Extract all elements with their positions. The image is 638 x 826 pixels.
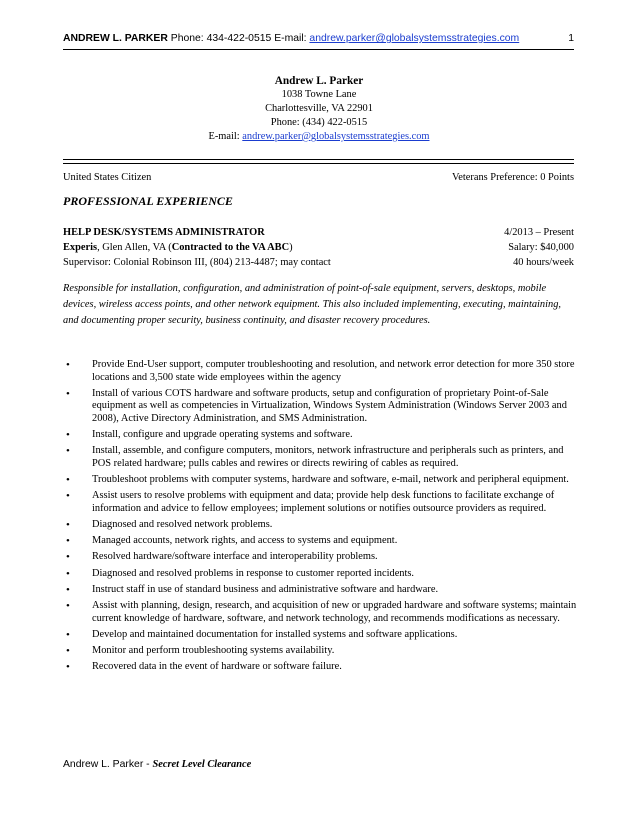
job-title: HELP DESK/SYSTEMS ADMINISTRATOR [63, 227, 265, 238]
duty-item: • Install, assemble, and configure computers, monitors, network infrastructure and peripherals such as printers, and POS related hardware; pulls cables and rewires or directs rewiring of cables as required. [63, 445, 578, 470]
employer-location: , Glen Allen, VA ( [97, 242, 172, 253]
header-name: ANDREW L. PARKER [63, 33, 168, 44]
contract-name: Contracted to the VA ABC [171, 242, 290, 253]
salary: Salary: $40,000 [508, 242, 574, 253]
citizenship: United States Citizen [63, 172, 152, 183]
contact-email-link[interactable]: andrew.parker@globalsystemsstrategies.com [242, 131, 430, 142]
contact-block [0, 74, 638, 144]
duty-item: • Managed accounts, network rights, and access to systems and equipment. [63, 535, 578, 548]
job-title-row [63, 225, 574, 240]
duty-item: • Diagnosed and resolved network problems. [63, 519, 578, 532]
footer-clearance: Secret Level Clearance [152, 759, 252, 770]
contract-close: ) [289, 242, 293, 253]
contact-email-line [0, 130, 638, 144]
duty-item: • Assist with planning, design, research, and acquisition of new or upgraded hardware and software systems; maintain current knowledge of hardware, software, and network technology, and recommends modifications as necessary. [63, 600, 578, 625]
duty-item: • Troubleshoot problems with computer systems, hardware and software, e-mail, network and peripheral equipment. [63, 474, 578, 487]
duty-item: • Install, configure and upgrade operating systems and software. [63, 429, 578, 442]
employer-name: Experis [63, 242, 98, 253]
duty-item: • Assist users to resolve problems with equipment and data; provide help desk functions to facilitate exchange of information and advice to fellow employees; implement solutions or notifies outsource providers as required. [63, 490, 578, 515]
page-number: 1 [568, 33, 574, 44]
section-divider [63, 159, 574, 164]
supervisor-row [63, 255, 574, 270]
header-email-label: E-mail: [274, 33, 307, 44]
section-title: PROFESSIONAL EXPERIENCE [63, 194, 233, 208]
duty-item: • Install of various COTS hardware and software products, setup and configuration of proprietary Point-of-Sale equipment as well as competencies in Virtualization, Windows System Administration (Windows Server 2003 and 2008), Active Directory Administration, and SMS Administration. [63, 388, 578, 426]
veterans-preference: Veterans Preference: 0 Points [451, 172, 574, 183]
contact-phone: Phone: (434) 422-0515 [270, 117, 368, 128]
status-row [63, 171, 574, 185]
supervisor: Supervisor: Colonial Robinson III, (804) 213-4487; may contact [63, 257, 331, 268]
duty-item: • Provide End-User support, computer troubleshooting and resolution, and network error detection for more 350 store locations and 3,500 state wide employees within the agency [63, 359, 578, 384]
contact-street: 1038 Towne Lane [281, 89, 357, 100]
job-summary: Responsible for installation, configuration, and administration of point-of-sale equipment, servers, desktops, mobile devices, wireless access points, and other network equipment. This also included implementing, executing, maintaining, and documenting proper security, business continuity, and disaster recovery procedures. [63, 283, 561, 326]
contact-email-label: E-mail: [208, 131, 240, 142]
duty-item: • Instruct staff in use of standard business and administrative software and hardware. [63, 584, 578, 597]
duty-item: • Monitor and perform troubleshooting systems availability. [63, 645, 578, 658]
hours: 40 hours/week [513, 257, 574, 268]
page-header [63, 31, 574, 47]
contact-name: Andrew L. Parker [274, 75, 364, 87]
duty-item: • Develop and maintained documentation for installed systems and software applications. [63, 629, 578, 642]
header-rule [63, 49, 574, 50]
job-dates: 4/2013 – Present [504, 227, 574, 238]
job-entry [63, 225, 574, 270]
header-email-link[interactable]: andrew.parker@globalsystemsstrategies.com [309, 33, 520, 44]
duty-item: • Resolved hardware/software interface and interoperability problems. [63, 551, 578, 564]
header-phone: Phone: 434-422-0515 [170, 33, 272, 44]
duty-item: • Diagnosed and resolved problems in response to customer reported incidents. [63, 568, 578, 581]
employer-row [63, 240, 574, 255]
contact-city: Charlottesville, VA 22901 [265, 103, 373, 114]
duties-list [63, 359, 578, 677]
footer-name: Andrew L. Parker - [63, 759, 150, 770]
page-footer [63, 759, 251, 770]
duty-item: • Recovered data in the event of hardware or software failure. [63, 661, 578, 674]
